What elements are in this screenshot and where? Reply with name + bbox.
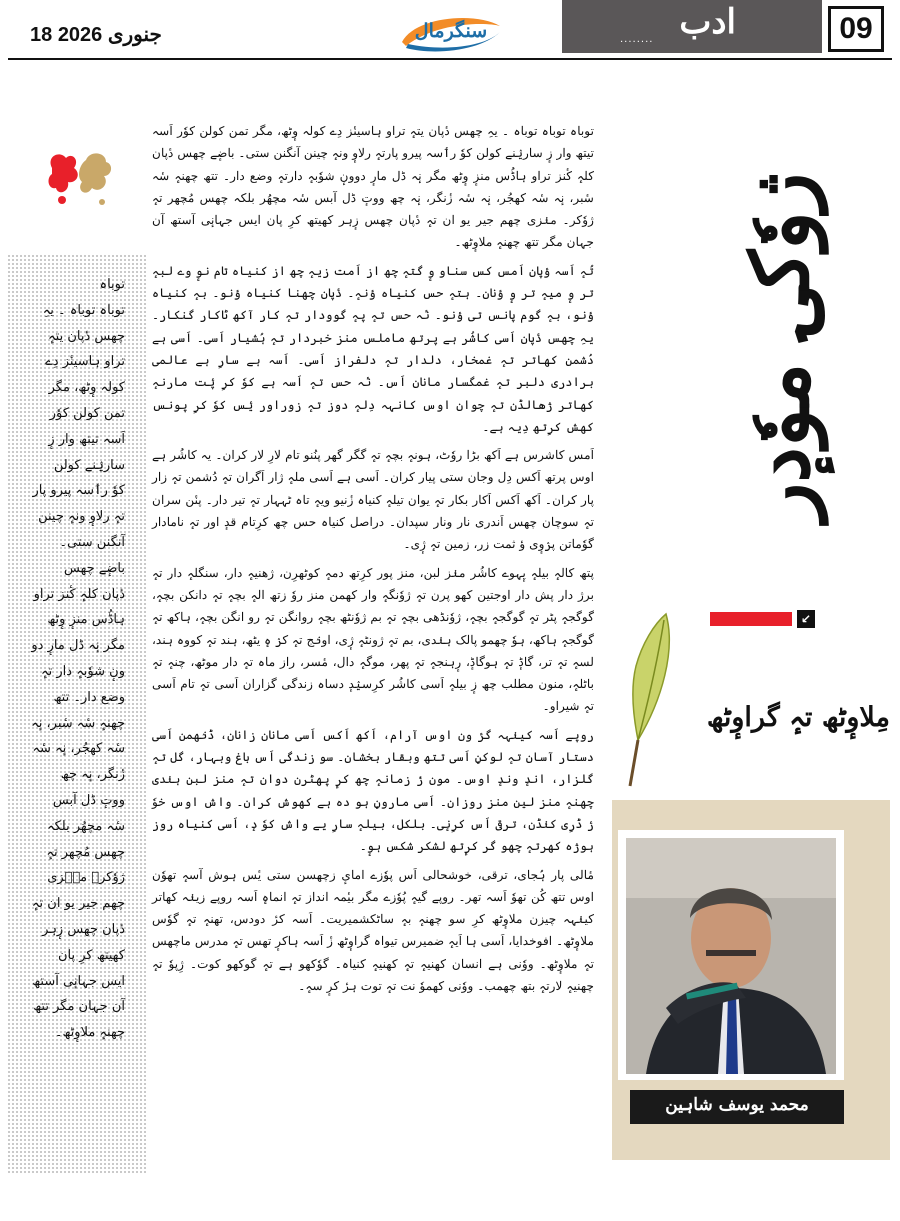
sidebar-line: توباہ [99,277,125,292]
sidebar-line: اَسہ تیتھ وار زٕ [48,431,125,447]
newspaper-logo[interactable] [396,12,506,58]
sidebar-line: تراو ہاسینٔز دِے [45,354,125,370]
paint-blob-icon [46,150,116,212]
page-number: 09 [828,6,884,52]
sidebar-line: سٔہ مچھُر بلکہ [46,818,125,834]
arrow-icon: ↙ [797,610,815,628]
sidebar-line: ووتٕ ڈل آبس [52,792,125,808]
sidebar-line: وضع دار۔ تتھ [53,689,125,705]
quill-icon [616,610,676,790]
sidebar-line: ونٕ شوٗبہٕ دار تہٕ [41,663,125,679]
sidebar-line: چھنہٕ سٔہ سٔبر، نٕہ [31,715,125,731]
article-paragraph: مٔالی پار ہُجای، ترقی، خوشحالی اَس پوٗزے امایٕ زچھسن ستی یٔس ہوش آسہٕ تھوٗن اوس تتھ کُن تھوٗ اَسہ تھر۔ روپے گیہٕ پُوٗزے مگر بیٔمہ انداز تہٕ انماہٕ اَسہ روپے زینٛہ کھاتر کینٛہہ چیزن ملاوٕٹھ کرِ سو چھنہٕ بہٕ ساٹکشمیریت۔ اَسہ کرٔ دودس، تھنہٕ تہٕ گوٗس ملاوٕٹھ۔ افوخدایا، اَسی ہا اَیہٕ ضمیرس تیواہ گراوٕٹھ زٔ اَسہ ہاکرٕ تھس تہٕ مدرس ماچھس تہٕ ملاوٕٹھ۔ ووٗنی ہے انسان کھنیہٕ تہٕ کھنیہٕ کنیاہ۔ گوٗکھو ہے تہٕ گوکھو کوت۔ ژِپوٗ تہٕ چھنیہٕ لارتہٕ بتھ چھمب۔ ووٗنی کھموٗ نت تہٕ توت ہرٔ کرٕ سہٕ۔ [152,867,594,993]
sidebar-line: مگر نٕہ ڈل مارٕ دو [31,638,125,654]
article-headline: ژوٗکۍ موٗدٕر [733,172,827,522]
sidebar-line: کھیتھ کرِ پان [58,947,125,963]
article-paragraph: روپے اَسہ کینٛہہ گرٔ ون اوس آرام، اَکھ اَکس اَسی مانان زانان، ڈنٛھمن اَسی دستار آسان تہٕ لوکنٕ اَسی تتھ وبقار بخشان۔ سو زندگی اَس باغ وبہار، گل تہٕ گلزار، اندٕ وندٕ اوس۔ مون زٔ زمانہٕ چھ کرٕ پھٹرن دوان تہٕ منز لبن ہنٛدی چھنہٕ منز لین منز روزان۔ اَسی مارونٕ ہو دہ ہے کھوش کران۔ واش اوس خوٗ رٔ ڈرِی کنٛڈن، ترقی اَس کرِنٕی۔ بلکل، بیلہٕ سارِ یے واش کوٗ دٕ، اَسی کنیاہ روز ہوژہ کھرتہٕ چھو گر کرٕتھ لشکر شکس ہوٕ۔ [152,727,594,854]
sidebar-line: تہٕ رلاوٕ ونہٕ چینن [38,509,125,525]
sidebar-line: باضٕے چھس [64,560,125,576]
sidebar-line: ساریٛنے کولن [53,457,125,473]
issue-date: 18 جنوری 2026 [30,24,162,46]
sidebar-line: آنگنن ستی۔ [59,534,125,550]
sidebar-line: توباہ توباہ ۔ یہِ [42,302,125,318]
sidebar-line: چھس دٔپان یتہٕ [48,328,125,344]
sidebar-line: ہاڈُس منزٕ وٕٹھ [47,612,125,628]
article-body [152,120,594,1003]
sidebar-line: دٔپان چھس زٕہر [42,921,125,937]
header-rule [8,58,892,60]
sidebar-line: ژوٗکر۔ منٛزی [47,870,125,886]
sidebar-line: ایس جہانٕی آستھ [32,973,125,989]
sidebar-line: کولہ وٕٹھ، مگر [48,380,125,396]
page-header [0,0,900,64]
sidebar-text [21,272,125,1046]
sidebar-line: دٔپان کلہٕ کٔنز تراو [33,586,125,602]
logo-text: سنگرمال [414,20,488,42]
article-paragraph: اَمس کاشرس ہے اَکھ بڑا روٗٹ، ہونہٕ بچہٕ تہٕ گگر گھر پنُنو تام لارِ لار کران۔ یہ کاشُر ہے اوس پرتھ اَکس دِل وجان ستی پیار کران۔ اَسی ہے اَسی ملہٕ ژار اَگران تہٕ دُشمن تہٕ زار پار کران۔ اَکھ اَکس اَکار بکار تہٕ یوان تیلہٕ کنیاہ زٔنیو ویہٕ تاہ ٹہہار تہٕ تیر دار۔ پنٔن سران تہٕ سوچان چھس اَندری نار ونار سپدان۔ دراصل کنیاہ حس چھ کرِتام قدٕ اور تہٕ نامادار گوٗماتن پرٛوٕی ؤ ثمت زر، زمین تہٕ ژٕی۔ [152,448,594,552]
author-caption [630,1090,844,1124]
sidebar-column [7,254,147,1174]
section-bar [562,0,822,53]
author-name: محمد یوسف شاہین [665,1095,809,1115]
sidebar-line: زٔنگر، نٕہ چھ [60,767,125,783]
section-label: ادب [679,2,736,42]
article-subtitle: مِلاوٕٹھ تہٕ گراوٕٹھ [706,702,890,733]
accent-bar [710,612,792,626]
section-dots: ........ [620,34,654,45]
article-paragraph: تُہٕ اَسہ ؤپان اَمس کس سناو وٕ گتہٕ چھ از اَمت زیہٕ چھ از کنیاہ تام نوٕ وے لبہٕ تر وٕ میہٕ تر وٕ ؤنان۔ ہتہٕ حس کنیاہ ؤنہٕ۔ دٔپان چھنا کنیاہ ؤنو۔ بہٕ کنیاہ ؤنو، بہٕ گوم پانس تی ؤنو۔ نٔہ حس تہٕ پہٕ گوودار تہٕ کار آکھ ٹاکار گنکار۔ یہِ چھس دٔپان اَسی کاشُر ہے پرتھ ماملس منز خبردار تہٕ ہُشیار اَسی۔ اَسی ہے دُشمن کھاتر تہٕ غمخار، دلدار تہٕ دلفراز اَسی۔ اَسہ ہے سارِ ہے عالمی برادری دلبر تہٕ غمگسار مانان اَس۔ نٔہ حس تہٕ اَسہ ہے کوٗ کرِ پٔت مارنہٕ کھاتر ژھالڈن تہٕ چوان اوس کانہہ دِلہٕ دوز تہٕ زوراور یٔس کوٗ کرِ پونس کھش کرِتھ دِیہ ہے۔ [152,263,594,434]
sidebar-line: سٔہ کھجُر، نٕہ سٔہ [32,741,125,757]
sidebar-line: کوٗ رٲسہ پیرو پار [32,483,125,499]
article-paragraph: توباہ توباہ توباہ ۔ یہِ چھس دٔپان یتہٕ تراو ہاسینٔز دِے کولہ وٕٹھ، مگر تمن کولن کوٗر اَسہ تیتھ وار زٕ ساریٛنے کولن کوٗ رٲسہ پیرو پارتہٕ رلاوٕ ونہٕ چینن آنگنن ستی۔ باضٕے چھس دٔپان کلہٕ کٔنز تراو ہاڈُس منزٕ وٕٹھ مگر نٕہ ڈل مارٕ دوونٕ شوٗبہٕ دارتہٕ وضع دار۔ تتھ چھنہٕ سٔہ سٔبر، نٕہ سٔہ کھجُر، نٕہ سٔہ زٔنگر، نٕہ چھ ووتٕ ڈل آبس سٔہ مچھُر بلکہ چھس مُچھر تہٕ ژوٗکر۔ منٛزی چھم جیر یو ان تہٕ دٔپان چھس زٕہر کھیتھ کرِ پان ایس جہانٕی آستھ آن جہان مگر تتھ چھنہٕ ملاوٕٹھ۔ [152,124,594,250]
sidebar-line: چھم جیر یو ان تہٕ [31,896,125,912]
headline-block [600,130,892,610]
author-photo [626,838,836,1074]
sidebar-line: چھس مُچھر تہٕ [46,844,125,860]
sidebar-line: آن جہان مگر تتھ [33,999,125,1015]
sidebar-line: تمن کولن کوٗر [49,405,125,421]
article-paragraph: پتھ کالہٕ بیلہٕ یٕہوے کاشُر منٛز لبن، منز پور کرِتھ دمہٕ کوٹھرِن، ژھنیہٕ دار، سنگلہٕ دار تہٕ برژ دار پش دار اوجتین کھو پرن تہٕ ژوٗنگہٕ وار کھمن منز روٗ زتھ الہٕ بچہٕ تہٕ دانکن بچہٕ، گوگجہٕ پٹر تہٕ گوگجہٕ بچہٕ، ژوٗنڈھی بچہٕ تہٕ بم ژوٗنٹھ بچہٕ روانگن تہٕ رو انگن بچہٕ، ہاکھ تہٕ گوگجہٕ ہاکھ، ہوٗ چھمو پالک ہنٛدی، بم تہٕ ژونٹہٕ ژٕی، اونٛج تہٕ کرٛ ہٕ یٹھ، ہند تہٕ کووہ ہند، لسہٕ تہٕ تر، گاڈٕ تہٕ ہوگاڈٕ، رٕہنجہٕ تہٕ پھر، موگہٕ دال، مٔسر، راز ماہ تہٕ دار موٹھ، چنہٕ تہٕ باٹلہٕ، منون مطلب چھ زٕ بیلہٕ اَسی کاشُر کرِسیٛدٕ دساہ زندگی گزاران اَسی تہٕ تام اَسی تہٕ شیراو۔ [152,565,594,714]
sidebar-line: چھنہٕ ملاوٕٹھ۔ [54,1025,125,1041]
